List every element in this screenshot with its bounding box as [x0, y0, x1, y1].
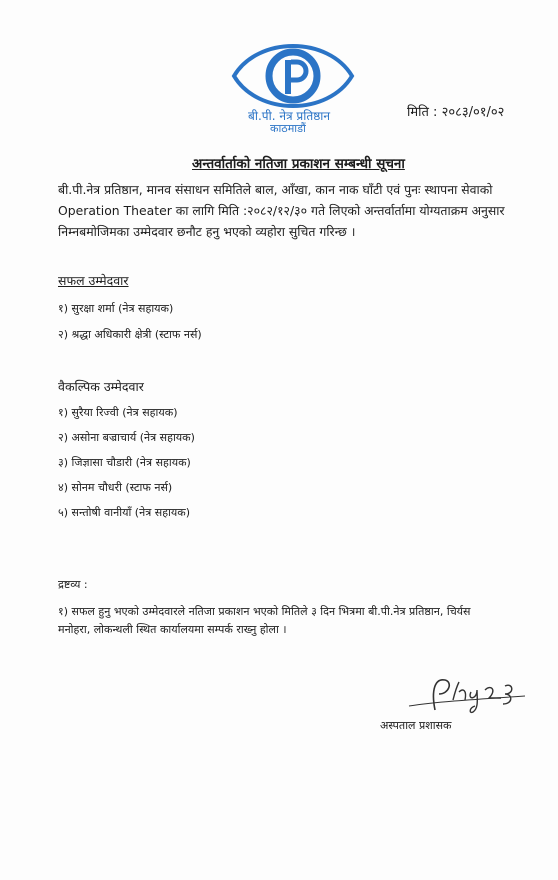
note-text	[58, 603, 518, 639]
note-heading: द्रष्टव्य :	[58, 578, 88, 591]
successful-candidates-heading: सफल उम्मेदवार	[58, 273, 129, 288]
logo-institution-name: बी.पी. नेत्र प्रतिष्ठान	[248, 109, 331, 123]
note-line: १) सफल हुनु भएको उम्मेदवारले नतिजा प्रकाशन भएको मितिले ३ दिन भित्रमा बी.पी.नेत्र प्रतिष्ठान, चिर्यस	[58, 605, 471, 618]
notice-body	[58, 179, 510, 242]
alternate-candidates-heading: वैकल्पिक उम्मेदवार	[58, 379, 144, 394]
notice-body-line: निम्नबमोजिमका उम्मेदवार छनौट हनु भएको व्यहोरा सुचित गरिन्छ ।	[58, 224, 356, 239]
signatory-title: अस्पताल प्रशासक	[380, 719, 452, 732]
logo-location: काठमाडौं	[270, 122, 306, 135]
notice-body-line: बी.पी.नेत्र प्रतिष्ठान, मानव संसाधन समितिले बाल, आँखा, कान नाक घाँटी एवं पुनः स्थापना सेवाको	[58, 182, 493, 197]
alternate-candidate-item: २) असोना बज्राचार्य (नेत्र सहायक)	[58, 431, 195, 444]
notice-title: अन्तर्वार्ताको नतिजा प्रकाशन सम्बन्धी सूचना	[192, 156, 405, 172]
alternate-candidate-item: ५) सन्तोषी वानीयाँ (नेत्र सहायक)	[58, 506, 191, 519]
handwritten-signature	[405, 670, 535, 720]
alternate-candidate-item: ३) जिज्ञासा चौडारी (नेत्र सहायक)	[58, 456, 191, 469]
note-line: मनोहरा, लोकन्थली स्थित कार्यालयमा सम्पर्क राख्नु होला ।	[58, 623, 287, 636]
successful-candidate-item: २) श्रद्धा अधिकारी क्षेत्री (स्टाफ नर्स)	[58, 328, 202, 341]
alternate-candidate-item: ४) सोनम चौधरी (स्टाफ नर्स)	[58, 481, 173, 494]
successful-candidate-item: १) सुरक्षा शर्मा (नेत्र सहायक)	[58, 302, 174, 315]
notice-body-line: Operation Theater का लागि मिति :२०८२/१२/३० गते लिएको अन्तर्वार्तामा योग्यताक्रम अनुसार	[58, 203, 505, 218]
notice-date: मिति : २०८३/०१/०२	[407, 105, 505, 120]
alternate-candidate-item: १) सुरैया रिज्वी (नेत्र सहायक)	[58, 406, 178, 419]
